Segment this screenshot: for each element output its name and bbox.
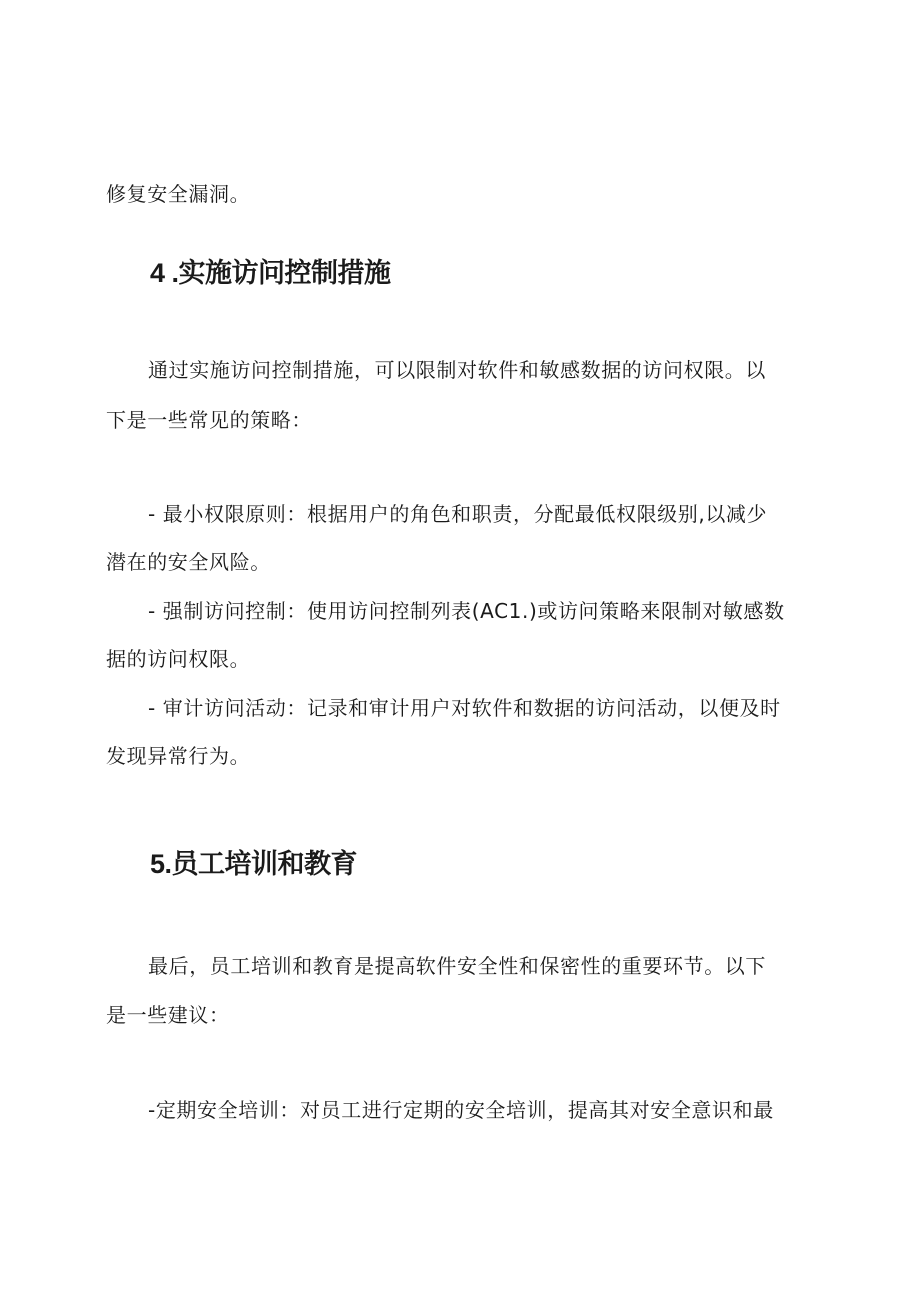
section-5-list-item-1-line-1: -定期安全培训：对员工进行定期的安全培训，提高其对安全意识和最 xyxy=(148,1098,774,1122)
section-4-list-item-3-line-1: - 审计访问活动：记录和审计用户对软件和数据的访问活动，以便及时 xyxy=(148,696,781,720)
section-4-heading: 4 .实施访问控制措施 xyxy=(150,258,391,288)
section-4-list-item-1-line-1: - 最小权限原则：根据用户的角色和职责，分配最低权限级别,以减少 xyxy=(148,502,768,526)
section-4-list-item-3-line-2: 发现异常行为。 xyxy=(106,744,251,768)
section-5-intro-line-2: 是一些建议： xyxy=(106,1003,230,1027)
paragraph-line: 修复安全漏洞。 xyxy=(106,182,251,206)
section-5-heading: 5.员工培训和教育 xyxy=(150,849,358,879)
section-4-list-item-2-line-1: - 强制访问控制：使用访问控制列表(AC1.)或访问策略来限制对敏感数 xyxy=(148,599,785,623)
section-4-intro-line-1: 通过实施访问控制措施，可以限制对软件和敏感数据的访问权限。以 xyxy=(148,358,766,382)
section-5-intro-line-1: 最后，员工培训和教育是提高软件安全性和保密性的重要环节。以下 xyxy=(148,954,766,978)
section-4-list-item-1-line-2: 潜在的安全风险。 xyxy=(106,550,271,574)
section-4-intro-line-2: 下是一些常见的策略： xyxy=(106,408,312,432)
section-4-list-item-2-line-2: 据的访问权限。 xyxy=(106,647,251,671)
